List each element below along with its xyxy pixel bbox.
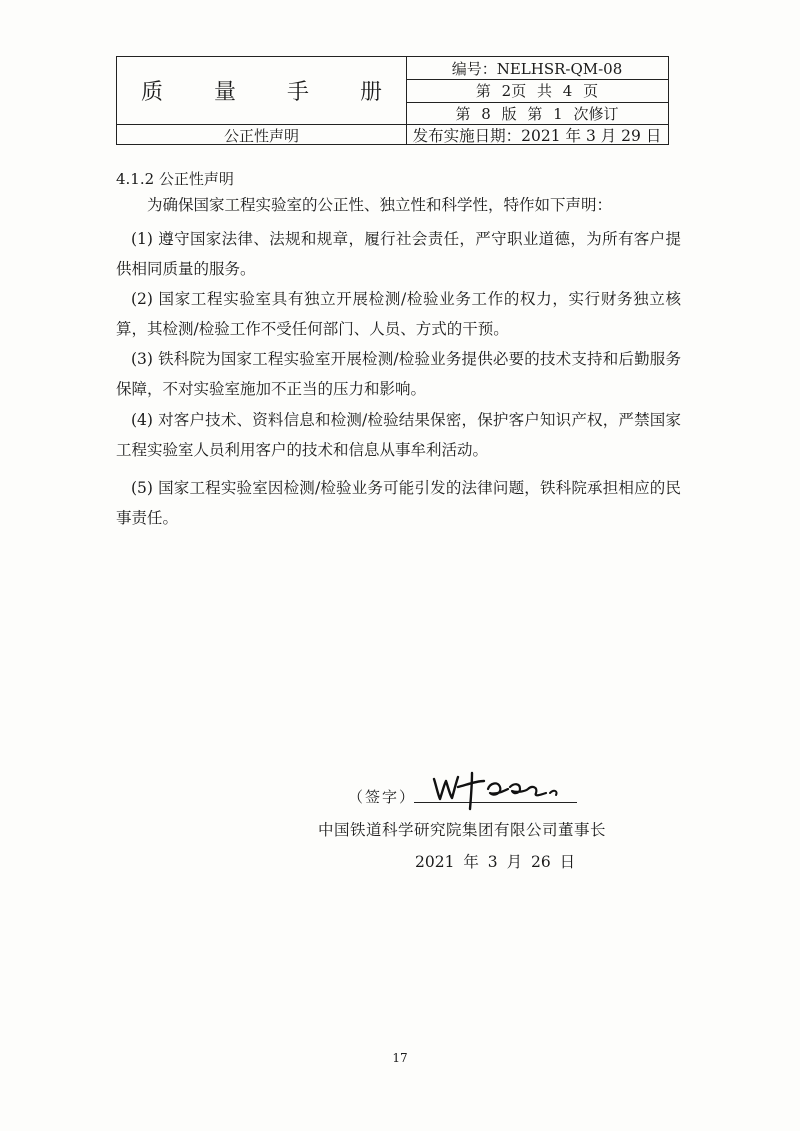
- intro-paragraph: 为确保国家工程实验室的公正性、独立性和科学性，特作如下声明：: [147, 196, 613, 214]
- page-number: 17: [392, 1051, 408, 1065]
- statement-paragraph-4: (4) 对客户技术、资料信息和检测/检验结果保密，保护客户知识产权，严禁国家工程实验室人员利用客户的技术和信息从事牟利活动。: [116, 411, 681, 459]
- statement-paragraph-1: (1) 遵守国家法律、法规和规章，履行社会责任，严守职业道德，为所有客户提供相同质量的服务。: [116, 230, 681, 278]
- issue-date: 发布实施日期：2021 年 3 月 29 日: [412, 127, 662, 145]
- signer-organization: 中国铁道科学研究院集团有限公司董事长: [318, 821, 607, 839]
- page-info: 第 2页 共 4 页: [475, 82, 599, 100]
- signature-date: 2021 年 3 月 26 日: [415, 853, 576, 871]
- statement-paragraph-3: (3) 铁科院为国家工程实验室开展检测/检验业务提供必要的技术支持和后勤服务保障，不对实验室施加不正当的压力和影响。: [116, 350, 681, 398]
- section-name: 公正性声明: [223, 126, 299, 145]
- statement-paragraph-2: (2) 国家工程实验室具有独立开展检测/检验业务工作的权力，实行财务独立核算，其检测/检验工作不受任何部门、人员、方式的干预。: [116, 290, 681, 338]
- manual-title: 质 量 手 册: [141, 80, 404, 105]
- statement-paragraph-5: (5) 国家工程实验室因检测/检验业务可能引发的法律问题，铁科院承担相应的民事责任。: [116, 479, 681, 527]
- section-heading: 4.1.2 公正性声明: [116, 170, 234, 188]
- document-header-table: [116, 56, 669, 145]
- handwritten-signature: [428, 765, 568, 811]
- document-number: 编号：NELHSR-QM-08: [451, 59, 623, 78]
- edition-info: 第 8 版 第 1 次修订: [455, 104, 619, 123]
- signature-label: （签字）: [348, 788, 417, 806]
